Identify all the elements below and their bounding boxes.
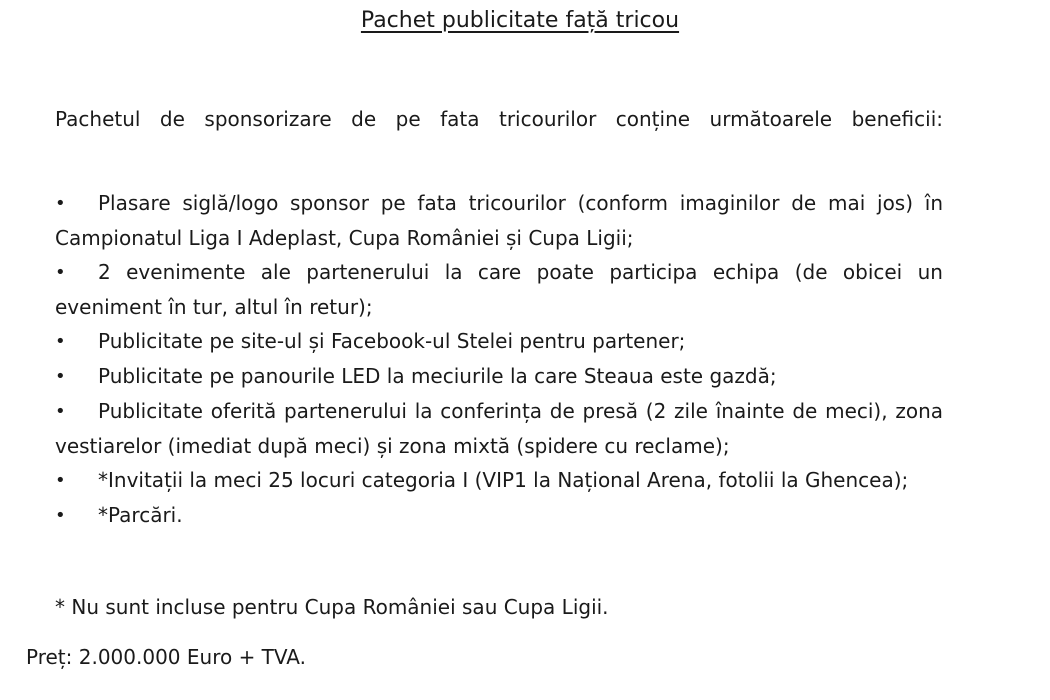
price-line: Preț: 2.000.000 Euro + TVA. — [26, 645, 306, 669]
bullet-icon: • — [55, 331, 66, 352]
bullet-icon: • — [55, 505, 66, 526]
bullet-icon: • — [55, 366, 66, 387]
bullet-icon: • — [55, 193, 66, 214]
benefit-text: Publicitate pe site-ul și Facebook-ul Stelei pentru partener; — [98, 329, 686, 353]
benefit-text: *Invitații la meci 25 locuri categoria I (VIP1 la Național Arena, fotolii la Ghencea); — [98, 468, 909, 492]
document-title: Pachet publicitate față tricou — [360, 8, 680, 33]
benefit-text: *Parcări. — [98, 503, 183, 527]
list-item — [55, 324, 943, 359]
bullet-icon: • — [55, 401, 66, 422]
intro-paragraph: Pachetul de sponsorizare de pe fata tricourilor conține următoarele beneficii: — [55, 107, 943, 131]
bullet-icon: • — [55, 262, 66, 283]
benefits-list — [55, 186, 943, 533]
list-item — [55, 394, 943, 463]
list-item — [55, 359, 943, 394]
benefit-text: Publicitate oferită partenerului la conferința de presă (2 zile înainte de meci), zona vestiarelor (imediat după meci) și zona mixtă (spidere cu reclame); — [55, 399, 943, 458]
benefit-text: Publicitate pe panourile LED la meciurile la care Steaua este gazdă; — [98, 364, 777, 388]
list-item — [55, 463, 943, 498]
benefit-text: Plasare siglă/logo sponsor pe fata tricourilor (conform imaginilor de mai jos) în Campionatul Liga I Adeplast, Cupa României și Cupa Ligii; — [55, 191, 943, 250]
benefit-text: 2 evenimente ale partenerului la care poate participa echipa (de obicei un eveniment în tur, altul în retur); — [55, 260, 943, 319]
bullet-icon: • — [55, 470, 66, 491]
list-item — [55, 186, 943, 255]
footnote: * Nu sunt incluse pentru Cupa României sau Cupa Ligii. — [55, 595, 609, 619]
list-item — [55, 498, 943, 533]
list-item — [55, 255, 943, 324]
